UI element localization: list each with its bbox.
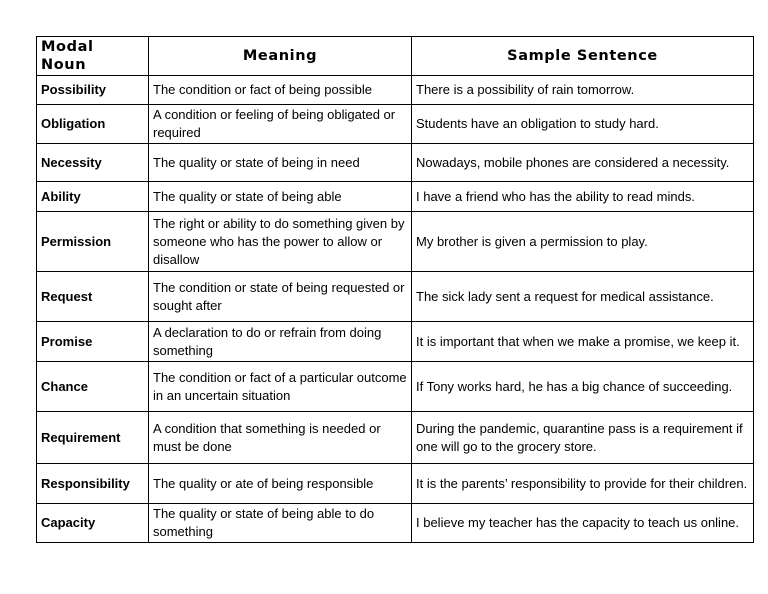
table-row xyxy=(37,464,754,504)
modal-noun-cell: Obligation xyxy=(37,105,149,144)
modal-noun-cell: Promise xyxy=(37,322,149,362)
meaning-cell: The quality or state of being able to do something xyxy=(149,504,412,543)
modal-noun-cell: Possibility xyxy=(37,76,149,105)
sample-sentence-cell: It is important that when we make a promise, we keep it. xyxy=(412,322,754,362)
table-row xyxy=(37,272,754,322)
meaning-cell: The condition or fact of a particular outcome in an uncertain situation xyxy=(149,362,412,412)
header-sample-sentence: Sample Sentence xyxy=(412,37,754,76)
header-row xyxy=(37,37,754,76)
modal-noun-cell: Ability xyxy=(37,182,149,212)
table-row xyxy=(37,212,754,272)
modal-noun-cell: Capacity xyxy=(37,504,149,543)
sample-sentence-cell: I believe my teacher has the capacity to teach us online. xyxy=(412,504,754,543)
sample-sentence-cell: There is a possibility of rain tomorrow. xyxy=(412,76,754,105)
meaning-cell: The quality or ate of being responsible xyxy=(149,464,412,504)
sample-sentence-cell: Nowadays, mobile phones are considered a necessity. xyxy=(412,144,754,182)
sample-sentence-cell: If Tony works hard, he has a big chance of succeeding. xyxy=(412,362,754,412)
modal-noun-cell: Request xyxy=(37,272,149,322)
sample-sentence-cell: It is the parents’ responsibility to provide for their children. xyxy=(412,464,754,504)
table-row xyxy=(37,322,754,362)
modal-noun-cell: Chance xyxy=(37,362,149,412)
table-row xyxy=(37,362,754,412)
sample-sentence-cell: My brother is given a permission to play. xyxy=(412,212,754,272)
modal-noun-cell: Requirement xyxy=(37,412,149,464)
table-row xyxy=(37,412,754,464)
table-row xyxy=(37,76,754,105)
table-row xyxy=(37,504,754,543)
meaning-cell: A declaration to do or refrain from doing something xyxy=(149,322,412,362)
meaning-cell: A condition or feeling of being obligated or required xyxy=(149,105,412,144)
table-row xyxy=(37,105,754,144)
meaning-cell: A condition that something is needed or must be done xyxy=(149,412,412,464)
modal-noun-cell: Responsibility xyxy=(37,464,149,504)
sample-sentence-cell: I have a friend who has the ability to read minds. xyxy=(412,182,754,212)
modal-noun-cell: Necessity xyxy=(37,144,149,182)
meaning-cell: The quality or state of being able xyxy=(149,182,412,212)
meaning-cell: The condition or state of being requested or sought after xyxy=(149,272,412,322)
table-row xyxy=(37,182,754,212)
sample-sentence-cell: During the pandemic, quarantine pass is a requirement if one will go to the grocery store. xyxy=(412,412,754,464)
modal-noun-cell: Permission xyxy=(37,212,149,272)
modal-nouns-table xyxy=(36,36,754,543)
meaning-cell: The quality or state of being in need xyxy=(149,144,412,182)
header-meaning: Meaning xyxy=(149,37,412,76)
table-header xyxy=(37,37,754,76)
table-row xyxy=(37,144,754,182)
header-modal-noun: Modal Noun xyxy=(37,37,149,76)
table-body xyxy=(37,76,754,543)
meaning-cell: The condition or fact of being possible xyxy=(149,76,412,105)
sample-sentence-cell: The sick lady sent a request for medical assistance. xyxy=(412,272,754,322)
meaning-cell: The right or ability to do something given by someone who has the power to allow or disallow xyxy=(149,212,412,272)
sample-sentence-cell: Students have an obligation to study hard. xyxy=(412,105,754,144)
